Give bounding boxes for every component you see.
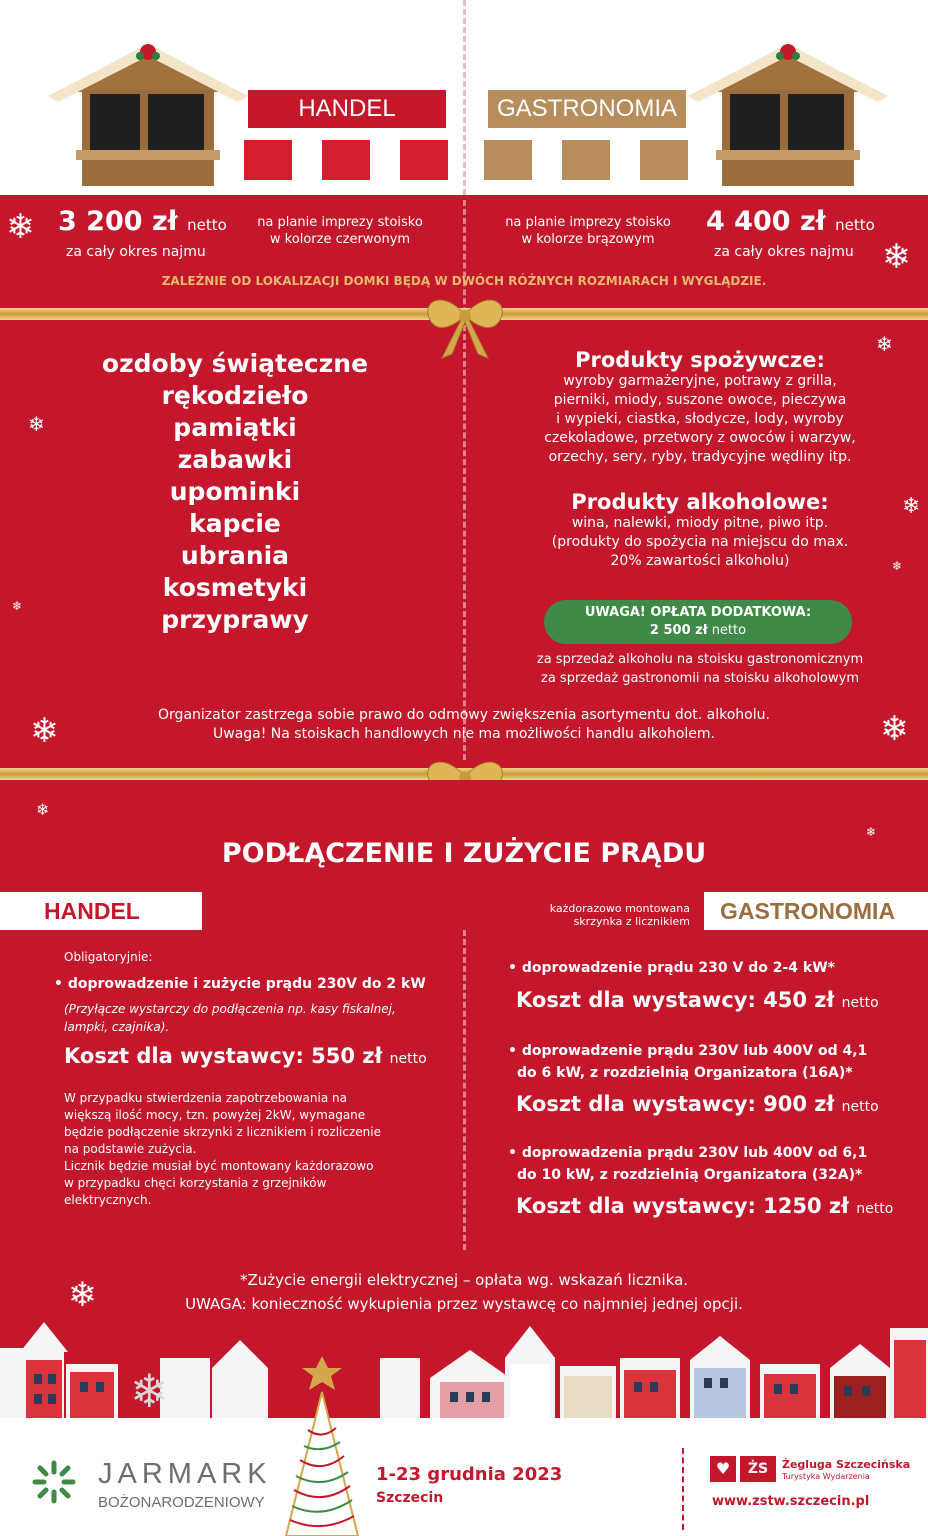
handel-item: zabawki xyxy=(177,445,293,474)
handel-item: rękodzieło xyxy=(161,381,309,410)
extra-fee-badge: UWAGA! OPŁATA DODATKOWA: 2 500 zł netto xyxy=(544,600,852,644)
gastro-power-cost-1: Koszt dla wystawcy: 450 zł netto xyxy=(516,988,879,1012)
gastro-power-cost-2: Koszt dla wystawcy: 900 zł netto xyxy=(516,1092,879,1116)
snowflake-icon: ❄ xyxy=(68,1275,97,1315)
handel-power-cost: Koszt dla wystawcy: 550 zł netto xyxy=(64,1044,427,1068)
brown-stall-icon xyxy=(484,140,532,180)
event-dates: 1-23 grudnia 2023 xyxy=(376,1464,563,1485)
christmas-tree-icon xyxy=(282,1350,362,1536)
handel-item: przyprawy xyxy=(161,605,309,634)
event-city: Szczecin xyxy=(376,1490,444,1506)
size-note: ZALEŻNIE OD LOKALIZACJI DOMKI BĘDĄ W DWÓCH RÓŻNYCH ROZMIARACH I WYGLĄDZIE. xyxy=(161,274,767,288)
gastro-power-option-1: • doprowadzenie prądu 230 V do 2-4 kW* xyxy=(508,960,835,976)
handel-item: kosmetyki xyxy=(162,573,308,602)
snowflake-icon: ❄ xyxy=(892,559,903,573)
snowflake-icon: ❄ xyxy=(130,1364,169,1418)
snowflake-icon: ❄ xyxy=(882,237,911,277)
handel-item: ozdoby świąteczne xyxy=(101,349,369,378)
handel-items-list xyxy=(90,348,380,636)
handel-item: pamiątki xyxy=(173,413,297,442)
snowflake-icon: ❄ xyxy=(6,207,35,247)
band-red-left xyxy=(202,892,464,930)
food-title: Produkty spożywcze: xyxy=(575,348,825,372)
partner-logo: ŻS xyxy=(740,1456,776,1482)
handel-plan-note: na planie imprezy stoisko w kolorze czerwonym xyxy=(257,215,423,247)
gastro-power-cost-3: Koszt dla wystawcy: 1250 zł netto xyxy=(516,1194,894,1218)
handel-power-option: • doprowadzenie i zużycie prądu 230V do 2 kW xyxy=(54,976,426,992)
bow-icon xyxy=(420,290,510,360)
gastronomia-label-top: GASTRONOMIA xyxy=(488,90,686,128)
red-stall-icon xyxy=(400,140,448,180)
handel-power-note: (Przyłącze wystarczy do podłączenia np. kasy fiskalnej, lampki, czajnika). xyxy=(64,1002,396,1034)
snowflake-icon: ❄ xyxy=(876,332,893,356)
snowflake-icon: ❄ xyxy=(12,599,23,613)
power-handel-label: HANDEL xyxy=(44,898,140,924)
handel-price-period: za cały okres najmu xyxy=(66,244,206,260)
footer-divider xyxy=(682,1448,684,1530)
alcohol-title: Produkty alkoholowe: xyxy=(571,490,829,514)
power-footnote: *Zużycie energii elektrycznej – opłata wg. wskazań licznika. UWAGA: konieczność wykupienia przez wystawcę co najmniej jednej opcji. xyxy=(185,1271,743,1313)
mandatory-label: Obligatoryjnie: xyxy=(64,950,153,964)
snowflake-icon: ❄ xyxy=(36,800,50,819)
market-stall-right xyxy=(688,36,888,196)
brown-stall-icon xyxy=(640,140,688,180)
meter-note: każdorazowo montowana skrzynka z licznikiem xyxy=(549,902,690,928)
brand-subtitle: BOŻONARODZENIOWY xyxy=(98,1494,265,1511)
power-title: PODŁĄCZENIE I ZUŻYCIE PRĄDU xyxy=(221,838,707,869)
partner-subtitle: Turystyka Wydarzenia xyxy=(782,1472,870,1481)
organizer-note: Organizator zastrzega sobie prawo do odmowy zwiększenia asortymentu dot. alkoholu. Uwaga! Na stoiskach handlowych nie ma możliwości handlu alkoholem. xyxy=(158,707,770,742)
gastro-power-option-3: • doprowadzenia prądu 230V lub 400V od 6,1 do 10 kW, z rozdzielnią Organizatora (32A)* xyxy=(508,1145,868,1183)
handel-power-description: W przypadku stwierdzenia zapotrzebowania na większą ilość mocy, tzn. powyżej 2kW, wymagane będzie podłączenie skrzynki z licznikiem i rozliczenie na podstawie zużycia. Licznik będzie musiał być montowany każdorazowo w przypadku chęci korzystania z grzejników elektrycznych. xyxy=(64,1091,381,1207)
handel-item: upominki xyxy=(169,477,301,506)
red-stall-icon xyxy=(322,140,370,180)
gastro-power-option-2: • doprowadzenie prądu 230V lub 400V od 4,1 do 6 kW, z rozdzielnią Organizatora (16A)* xyxy=(508,1043,868,1081)
divider-top xyxy=(463,0,466,195)
handel-item: kapcie xyxy=(189,509,281,538)
brown-stall-icon xyxy=(562,140,610,180)
gastro-price-period: za cały okres najmu xyxy=(714,244,854,260)
handel-label-top: HANDEL xyxy=(248,90,446,128)
snowflake-icon: ❄ xyxy=(880,709,909,749)
divider-power xyxy=(463,930,466,1250)
food-products: Produkty spożywcze: wyroby garmażeryjne, potrawy z grilla, pierniki, miody, suszone owoce, pieczywa i wypieki, ciastka, słodycze, lody, wyroby czekoladowe, przetwory z owoców i warzyw, orzechy, sery, ryby, tradycyjne wędliny itp. xyxy=(520,348,880,467)
brand-name: JARMARK xyxy=(98,1458,272,1490)
gastro-price: 4 400 zł netto xyxy=(706,206,875,237)
partner-name: Żegluga Szczecińska xyxy=(782,1458,911,1471)
snowflake-icon: ❄ xyxy=(28,412,45,436)
market-stall-left xyxy=(48,36,248,196)
gastro-plan-note: na planie imprezy stoisko w kolorze brązowym xyxy=(505,215,671,247)
power-gastronomia-label: GASTRONOMIA xyxy=(720,898,896,924)
red-stall-icon xyxy=(244,140,292,180)
alcohol-products: Produkty alkoholowe: wina, nalewki, miody pitne, piwo itp. (produkty do spożycia na miejscu do max. 20% zawartości alkoholu) xyxy=(520,490,880,571)
snowflake-icon: ❄ xyxy=(902,494,921,519)
heart-logo-icon: ♥ xyxy=(710,1456,736,1482)
snowflake-icon: ❄ xyxy=(866,825,877,839)
handel-item: ubrania xyxy=(180,541,290,570)
website-link[interactable]: www.zstw.szczecin.pl xyxy=(712,1494,870,1509)
fee-details: za sprzedaż alkoholu na stoisku gastronomicznym za sprzedaż gastronomii na stoisku alkoholowym xyxy=(536,652,864,686)
handel-price: 3 200 zł netto xyxy=(58,206,227,237)
jarmark-logo-icon xyxy=(32,1460,76,1504)
snowflake-icon: ❄ xyxy=(30,711,59,751)
